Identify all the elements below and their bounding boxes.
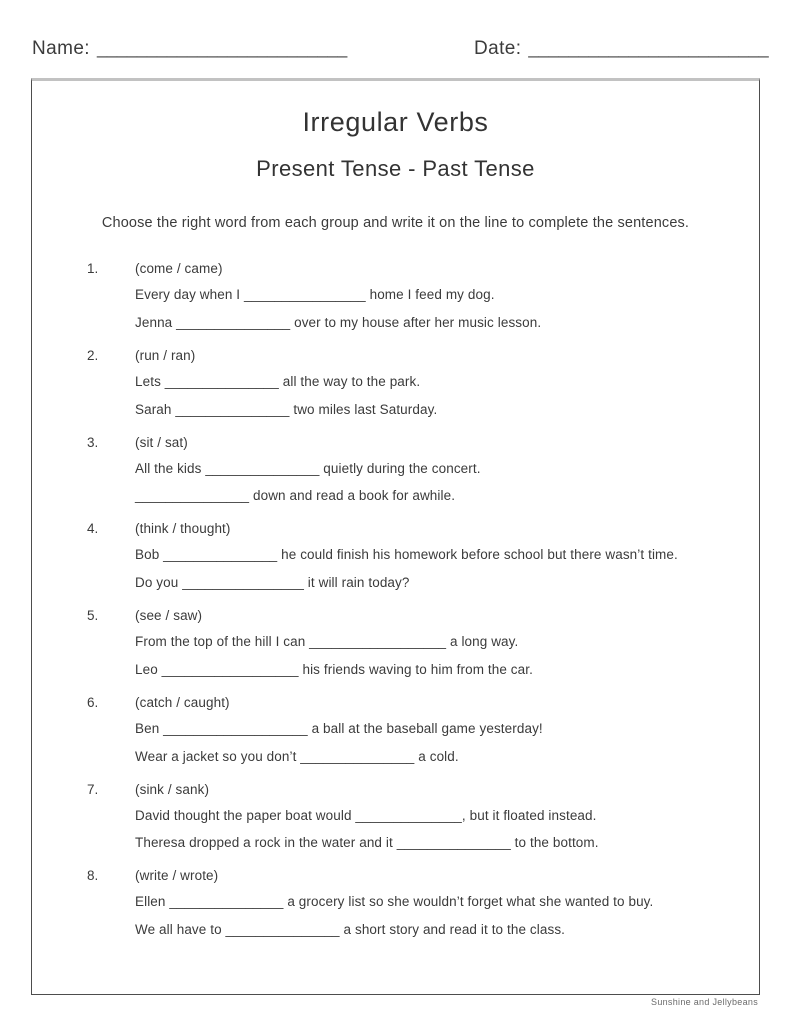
date-label: Date:: [474, 38, 522, 59]
question-item: [60, 782, 733, 853]
word-choice-group: (sink / sank): [135, 781, 210, 797]
sentence-with-blank[interactable]: Leo __________________ his friends waving to him from the car.: [135, 661, 533, 677]
page-subtitle: Present Tense - Past Tense: [256, 156, 535, 182]
question-item: [60, 348, 733, 419]
question-item: [60, 261, 733, 332]
sentence-with-blank[interactable]: Theresa dropped a rock in the water and it _______________ to the bottom.: [135, 835, 599, 851]
date-write-line[interactable]: ________________________: [528, 38, 769, 58]
word-choice-group: (run / ran): [135, 347, 196, 363]
worksheet-panel: [31, 78, 760, 995]
name-label: Name:: [32, 38, 90, 59]
sentence-with-blank[interactable]: All the kids _______________ quietly during the concert.: [135, 460, 481, 476]
question-item: [60, 521, 733, 592]
question-item: [60, 608, 733, 679]
sentence-with-blank[interactable]: Sarah _______________ two miles last Saturday.: [135, 401, 438, 417]
question-number: 1.: [87, 261, 99, 277]
sentence-with-blank[interactable]: Wear a jacket so you don’t _______________ a cold.: [135, 748, 459, 764]
question-list: [32, 261, 759, 939]
word-choice-group: (see / saw): [135, 608, 203, 624]
name-field: [32, 38, 347, 60]
question-number: 3.: [87, 434, 99, 450]
question-item: [60, 695, 733, 766]
name-write-line[interactable]: _________________________: [96, 38, 348, 58]
question-item: [60, 868, 733, 939]
student-info-row: [0, 38, 791, 72]
sentence-with-blank[interactable]: We all have to _______________ a short story and read it to the class.: [135, 922, 566, 938]
instructions-text: Choose the right word from each group and write it on the line to complete the sentences.: [101, 215, 690, 232]
sentence-with-blank[interactable]: From the top of the hill I can __________________ a long way.: [135, 634, 519, 650]
word-choice-group: (catch / caught): [135, 694, 230, 710]
question-number: 7.: [87, 781, 99, 797]
page-title: Irregular Verbs: [302, 107, 489, 137]
sentence-with-blank[interactable]: Jenna _______________ over to my house after her music lesson.: [135, 314, 542, 330]
sentence-with-blank[interactable]: Ben ___________________ a ball at the baseball game yesterday!: [135, 720, 543, 736]
sentence-with-blank[interactable]: Bob _______________ he could finish his homework before school but there wasn’t time.: [135, 547, 678, 563]
sentence-with-blank[interactable]: _______________ down and read a book for awhile.: [135, 488, 456, 504]
sentence-with-blank[interactable]: Do you ________________ it will rain today?: [135, 575, 410, 591]
word-choice-group: (sit / sat): [135, 434, 188, 450]
credit-footer: Sunshine and Jellybeans: [651, 997, 758, 1007]
question-number: 4.: [87, 521, 99, 537]
question-number: 8.: [87, 868, 99, 884]
sentence-with-blank[interactable]: Lets _______________ all the way to the park.: [135, 373, 421, 389]
question-number: 2.: [87, 347, 99, 363]
question-number: 6.: [87, 694, 99, 710]
word-choice-group: (come / came): [135, 261, 223, 277]
date-field: [474, 38, 769, 60]
word-choice-group: (write / wrote): [135, 868, 219, 884]
question-number: 5.: [87, 608, 99, 624]
question-item: [60, 435, 733, 506]
sentence-with-blank[interactable]: Every day when I ________________ home I feed my dog.: [135, 287, 495, 303]
word-choice-group: (think / thought): [135, 521, 231, 537]
sentence-with-blank[interactable]: Ellen _______________ a grocery list so she wouldn’t forget what she wanted to buy.: [135, 894, 654, 910]
sentence-with-blank[interactable]: David thought the paper boat would ______________, but it floated instead.: [135, 807, 597, 823]
